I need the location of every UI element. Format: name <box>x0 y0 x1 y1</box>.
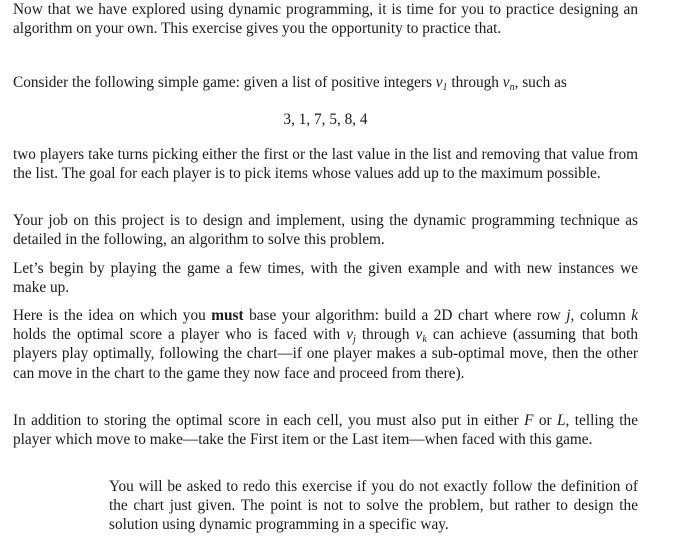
paragraph-store-move: In addition to storing the optimal score in each cell, you must also put in either F or L, telling the player which move to make—take the First item or the Last item—when faced with this game. <box>13 412 638 449</box>
paragraph-note: You will be asked to redo this exercise if you do not exactly follow the definition of the chart just given. The point is not to solve the problem, but rather to design the solution using dynamic programming in a specific way. <box>109 478 638 534</box>
paragraph-game: Consider the following simple game: given a list of positive integers $v_1$ through $v_n$, such as <box>13 74 567 93</box>
paragraph-chart-idea: Here is the idea on which you must base your algorithm: build a 2D chart where row j, column k holds the optimal score a player who is faced with $v_j$ through $v_k$ can achieve (assuming that both players play optimally, following the chart—if one player makes a sub-optimal move, then the other can move in the chart to the game they now face and proceed from there). <box>13 307 639 382</box>
paragraph-play: Let’s begin by playing the game a few times, with the given example and with new instances we make up. <box>13 260 638 297</box>
paragraph-rules: two players take turns picking either the first or the last value in the list and removing that value from the list. The goal for each player is to pick items whose values add up to the maximum possible. <box>13 146 638 183</box>
paragraph-job: Your job on this project is to design and implement, using the dynamic programming technique as detailed in the following, an algorithm to solve this problem. <box>13 212 638 249</box>
example-list: 3, 1, 7, 5, 8, 4 <box>283 111 368 128</box>
paragraph-intro: Now that we have explored using dynamic programming, it is time for you to practice designing an algorithm on your own. This exercise gives you the opportunity to practice that. <box>13 1 638 38</box>
